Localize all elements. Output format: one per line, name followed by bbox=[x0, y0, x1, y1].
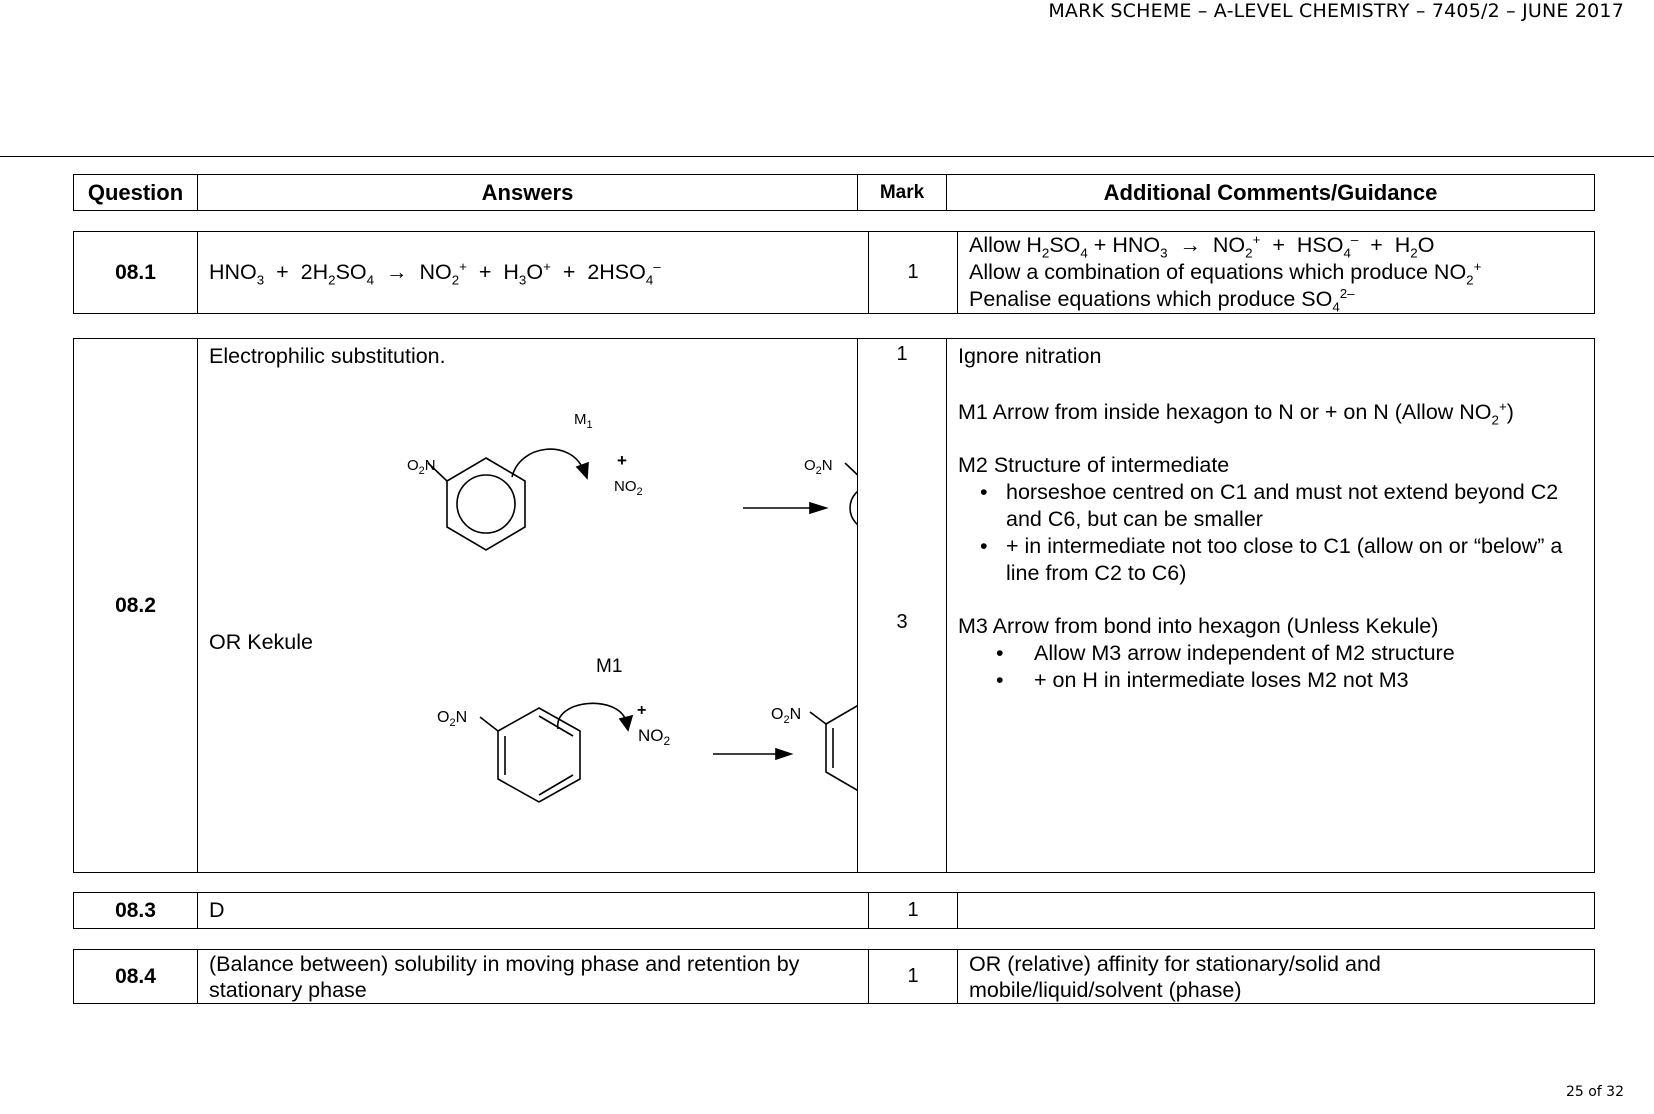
comments-cell: OR (relative) affinity for stationary/solid and mobile/liquid/solvent (phase) bbox=[958, 950, 1595, 1004]
question-id: 08.3 bbox=[74, 893, 198, 929]
or-kekule-label: OR Kekule bbox=[209, 630, 313, 654]
answer-title: Electrophilic substitution. bbox=[209, 344, 446, 368]
mark-3: 3 bbox=[896, 611, 908, 633]
label-no2: $NO_2$ bbox=[638, 726, 671, 748]
comment-ignore: Ignore nitration bbox=[958, 344, 1102, 368]
m3-bullet-1: • Allow M3 arrow independent of M2 structure bbox=[958, 640, 1584, 667]
comment-line-3: Penalise equations which produce $SO_4^{2-}$ bbox=[969, 285, 1355, 315]
label-m1: M1 bbox=[596, 656, 623, 677]
mark-cell: 1 bbox=[869, 893, 958, 929]
bond-to-no2 bbox=[480, 717, 498, 731]
delocalised-ring bbox=[457, 475, 515, 533]
mark-cell: 1 bbox=[869, 950, 958, 1004]
question-id: 08.1 bbox=[74, 232, 198, 314]
question-08-4-table bbox=[73, 949, 1595, 1004]
mark-cell bbox=[858, 339, 947, 873]
curly-arrow-m1 bbox=[512, 449, 583, 477]
page-header-title: MARK SCHEME – A-LEVEL CHEMISTRY – 7405/2 – JUNE 2017 bbox=[1048, 0, 1624, 22]
horseshoe bbox=[850, 486, 857, 530]
label-plus: + bbox=[617, 451, 627, 470]
question-id: 08.2 bbox=[74, 339, 198, 873]
label-o2n: $O_2N$ bbox=[437, 709, 468, 729]
col-header-question: Question bbox=[74, 175, 198, 211]
label-o2n-intermediate: $O_2N$ bbox=[804, 457, 833, 477]
kekule-ring bbox=[498, 708, 580, 802]
comments-cell bbox=[947, 339, 1595, 873]
mechanism-diagram-kekule bbox=[198, 649, 857, 871]
label-plus: + bbox=[637, 702, 647, 719]
equation: $HNO_3 + 2H_2SO_4 \to NO_2^+ + H_3O^+ + 2HSO_4^-$ bbox=[209, 258, 661, 288]
header-rule bbox=[0, 156, 1654, 157]
comment-m1: M1 Arrow from inside hexagon to N or + on N (Allow $NO_2^+$) bbox=[958, 398, 1514, 428]
question-08-1-table bbox=[73, 231, 1595, 314]
comment-line-1: Allow $H_2SO_4 + HNO_3 \to NO_2^+ + HSO_4^- + H_2O$ bbox=[969, 231, 1435, 261]
m2-bullet-list bbox=[958, 479, 1584, 587]
m3-bullet-2: • + on H in intermediate loses M2 not M3 bbox=[958, 667, 1584, 694]
comment-line-2: Allow a combination of equations which produce $NO_2^+$ bbox=[969, 258, 1482, 288]
mark-1: 1 bbox=[896, 343, 908, 365]
m3-bullet-list bbox=[958, 640, 1584, 694]
arrowhead-m1 bbox=[577, 463, 588, 478]
label-o2n: $O_2N$ bbox=[407, 457, 436, 477]
mechanism-diagram-delocalised bbox=[198, 339, 857, 639]
col-header-answers: Answers bbox=[198, 175, 858, 211]
bond-to-no2-intermediate bbox=[845, 463, 857, 481]
question-08-2-table bbox=[73, 338, 1595, 873]
m2-bullet-1: • horseshoe centred on C1 and must not extend beyond C2 and C6, but can be smaller bbox=[958, 479, 1584, 533]
intermediate-ring bbox=[826, 703, 857, 793]
answer-cell: D bbox=[198, 893, 869, 929]
comments-cell bbox=[958, 893, 1595, 929]
answer-cell: (Balance between) solubility in moving phase and retention by stationary phase bbox=[198, 950, 869, 1004]
col-header-comments: Additional Comments/Guidance bbox=[947, 175, 1595, 211]
col-header-mark: Mark bbox=[858, 175, 947, 211]
answer-cell bbox=[198, 339, 858, 873]
bond-to-no2-intermediate bbox=[810, 712, 826, 724]
question-08-3-table bbox=[73, 892, 1595, 929]
label-no2: $NO_2$ bbox=[614, 478, 643, 498]
m2-bullet-2: • + in intermediate not too close to C1 (allow on or “below” a line from C2 to C6) bbox=[958, 533, 1584, 587]
answer-cell bbox=[198, 232, 869, 314]
question-id: 08.4 bbox=[74, 950, 198, 1004]
mark-cell: 1 bbox=[869, 232, 958, 314]
reaction-arrowhead bbox=[810, 503, 826, 513]
label-o2n-intermediate: $O_2N$ bbox=[771, 706, 802, 726]
comment-m3-title: M3 Arrow from bond into hexagon (Unless Kekule) bbox=[958, 614, 1439, 638]
page-number: 25 of 32 bbox=[1565, 1084, 1624, 1100]
label-m1: $M_1$ bbox=[574, 411, 593, 431]
mark-scheme-header-table bbox=[73, 174, 1595, 211]
comment-m2-title: M2 Structure of intermediate bbox=[958, 453, 1230, 477]
comments-cell bbox=[958, 232, 1595, 314]
